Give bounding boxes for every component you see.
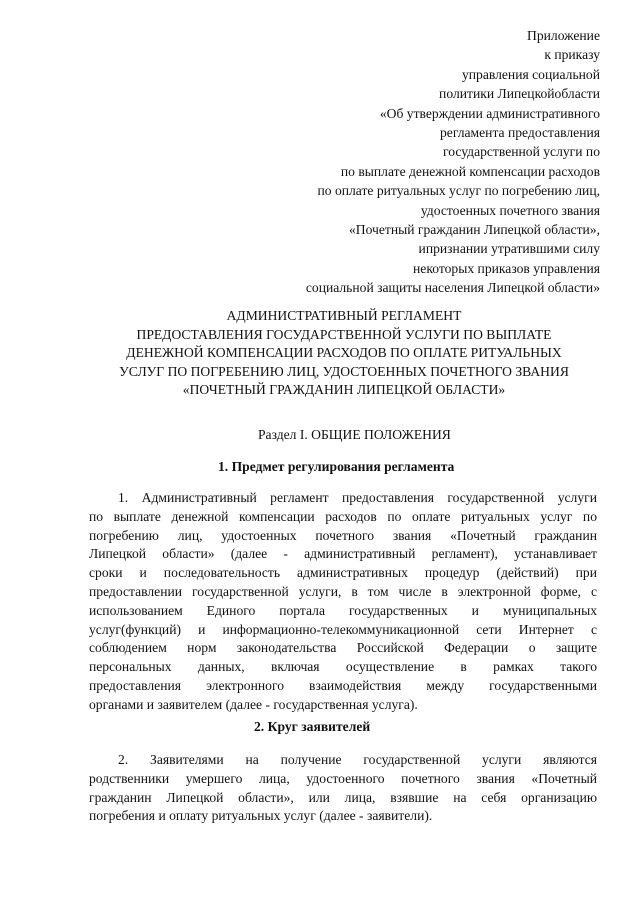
paragraph-line: предоставления электронного взаимодействия между государственными xyxy=(89,677,597,693)
paragraph-line: погребения и оплату ритуальных услуг (далее - заявители). xyxy=(89,808,433,824)
paragraph-line: гражданин Липецкой области», или лица, взявшие на себя организацию xyxy=(89,789,597,805)
appendix-line: удостоенных почетного звания xyxy=(420,202,600,218)
appendix-line: по выплате денежной компенсации расходов xyxy=(340,163,600,179)
title-line: «ПОЧЕТНЫЙ ГРАЖДАНИН ЛИПЕЦКОЙ ОБЛАСТИ» xyxy=(182,382,506,398)
paragraph-line: соблюдением норм законодательства Российской Федерации о защите xyxy=(89,640,597,656)
section-title: Раздел I. ОБЩИЕ ПОЛОЖЕНИЯ xyxy=(258,427,451,442)
paragraph-line: 1. Административный регламент предоставления государственной услуги xyxy=(118,490,597,505)
paragraph-line: родственники умершего лица, удостоенного почетного звания «Почетный xyxy=(89,770,597,786)
paragraph-line: сроки и последовательность административных процедур (действий) при xyxy=(89,565,597,581)
title-line: ПРЕДОСТАВЛЕНИЯ ГОСУДАРСТВЕННОЙ УСЛУГИ ПО ВЫПЛАТЕ xyxy=(136,326,552,342)
title-line: АДМИНИСТРАТИВНЫЙ РЕГЛАМЕНТ xyxy=(226,308,462,323)
title-line: ДЕНЕЖНОЙ КОМПЕНСАЦИИ РАСХОДОВ ПО ОПЛАТЕ РИТУАЛЬНЫХ xyxy=(126,345,562,361)
appendix-line: Приложение xyxy=(527,28,600,43)
appendix-line: к приказу xyxy=(544,47,600,63)
heading-applicants: 2. Круг заявителей xyxy=(254,719,371,734)
appendix-line: управления социальной xyxy=(461,66,600,82)
appendix-line: «Об утверждении административного xyxy=(379,105,600,121)
paragraph-1 xyxy=(89,489,597,715)
appendix-line: некоторых приказов управления xyxy=(413,260,600,276)
paragraph-line: персональных данных, включая осуществление в рамках такого xyxy=(89,659,597,675)
paragraph-2 xyxy=(89,751,597,826)
appendix-line: по оплате ритуальных услуг по погребению лиц, xyxy=(317,183,600,199)
paragraph-line: погребению лиц, удостоенных почетного звания «Почетный гражданин xyxy=(89,527,597,543)
paragraph-line: услуг(функций) и информационно-телекоммуникационной сети Интернет с xyxy=(89,621,597,637)
appendix-line: «Почетный гражданин Липецкой области», xyxy=(348,222,600,238)
appendix-header xyxy=(200,26,600,298)
paragraph-line: использованием Единого портала государственных и муниципальных xyxy=(89,602,597,618)
paragraph-line: 2. Заявителями на получение государственной услуги являются xyxy=(118,752,597,767)
paragraph-line: предоставлении государственной услуги, в том числе в электронной форме, с xyxy=(89,583,597,599)
paragraph-line: по выплате денежной компенсации расходов по оплате ритуальных услуг по xyxy=(89,508,597,524)
appendix-line: социальной защиты населения Липецкой области» xyxy=(305,280,600,296)
appendix-line: политики Липецкойобласти xyxy=(439,86,600,102)
paragraph-line: Липецкой области» (далее - административный регламент), устанавливает xyxy=(89,546,597,562)
paragraph-line: органами и заявителем (далее - государственная услуга). xyxy=(89,696,418,712)
appendix-line: ипризнании утратившими силу xyxy=(418,241,600,257)
appendix-line: государственной услуги по xyxy=(442,144,600,160)
appendix-line: регламента предоставления xyxy=(440,125,600,141)
document-title xyxy=(80,307,608,400)
heading-subject-of-regulation: 1. Предмет регулирования регламента xyxy=(218,459,455,474)
title-line: УСЛУГ ПО ПОГРЕБЕНИЮ ЛИЦ, УДОСТОЕННЫХ ПОЧЕТНОГО ЗВАНИЯ xyxy=(119,363,569,379)
